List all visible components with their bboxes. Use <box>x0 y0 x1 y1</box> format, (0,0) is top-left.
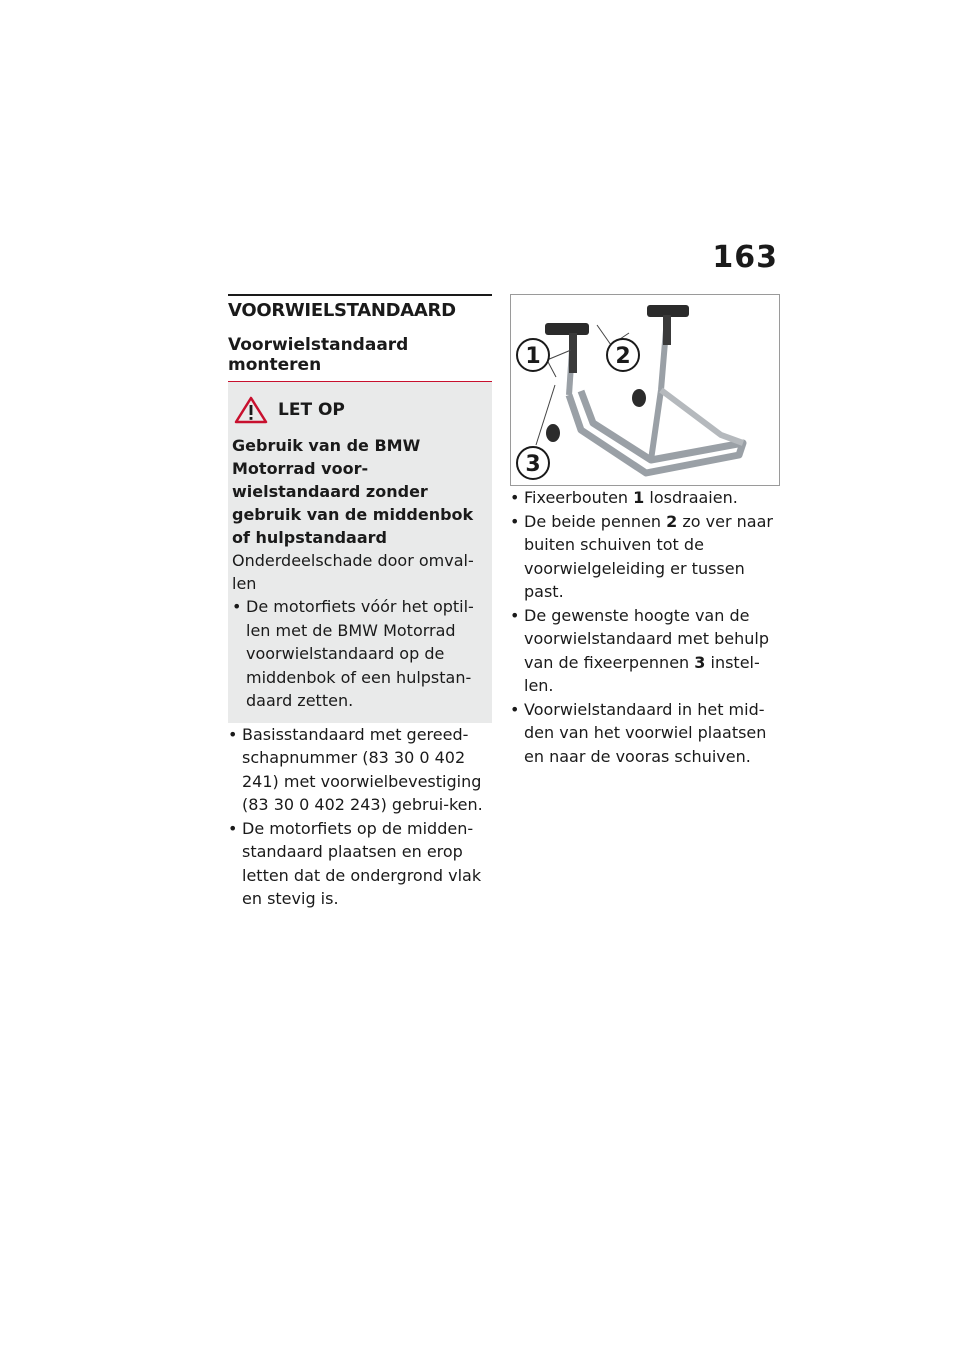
list-item: • Voorwielstandaard in het mid-den van het voorwiel plaatsen en naar de vooras schuiven. <box>510 698 780 769</box>
right-bullets <box>510 486 780 768</box>
warning-bullets <box>232 595 488 713</box>
callout-3 <box>517 447 549 479</box>
warning-label: LET OP <box>278 400 345 420</box>
svg-text:2: 2 <box>615 344 631 369</box>
front-wheel-stand-figure <box>510 294 780 486</box>
left-bullets <box>228 723 492 911</box>
svg-text:1: 1 <box>525 344 541 369</box>
warning-text: Onderdeelschade door omval-len <box>232 551 474 593</box>
left-column <box>228 294 492 911</box>
list-item: • De gewenste hoogte van de voorwielstandaard met behulp van de fixeerpennen 3 instel-len. <box>510 604 780 698</box>
section-rule <box>228 294 492 296</box>
list-item: • De motorfiets vóór het optil-len met de BMW Motorrad voorwielstandaard op de middenbok of een hulpstan-daard zetten. <box>232 595 488 713</box>
warning-box <box>228 382 492 723</box>
list-item: • Basisstandaard met gereed-schapnummer (83 30 0 402 241) met voorwielbevestiging (83 30 0 402 243) gebrui-ken. <box>228 723 492 817</box>
callout-1 <box>517 339 549 371</box>
list-item: • De beide pennen 2 zo ver naar buiten schuiven tot de voorwielgeleiding er tussen past. <box>510 510 780 604</box>
warning-triangle-icon <box>234 396 268 424</box>
subsection-title: Voorwielstandaard monteren <box>228 335 492 382</box>
warning-title: Gebruik van de BMW Motorrad voor-wielstandaard zonder gebruik van de middenbok of hulpstandaard <box>232 436 474 547</box>
warning-header <box>232 396 488 424</box>
page-number: 163 <box>712 240 778 275</box>
list-item: • De motorfiets op de midden-standaard plaatsen en erop letten dat de ondergrond vlak en stevig is. <box>228 817 492 911</box>
callout-2 <box>607 339 639 371</box>
list-item: • Fixeerbouten 1 losdraaien. <box>510 486 780 510</box>
section-title: VOORWIELSTANDAARD <box>228 300 456 321</box>
right-column <box>510 294 780 768</box>
svg-text:3: 3 <box>525 452 541 477</box>
stand-illustration <box>511 295 779 485</box>
